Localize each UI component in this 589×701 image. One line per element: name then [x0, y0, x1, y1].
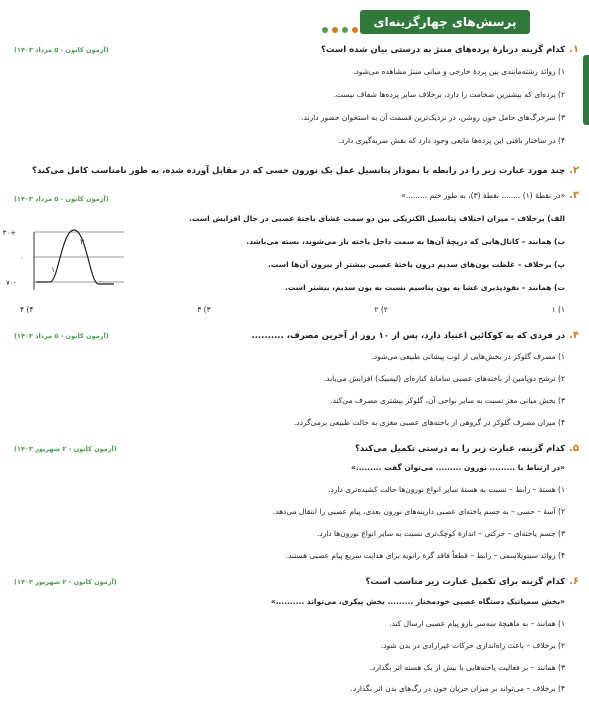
- question-source: (آزمون کانون - ۵ مرداد ۱۴۰۳): [14, 332, 109, 340]
- question-number: ۲.: [569, 165, 579, 176]
- option[interactable]: ۲) برخلاف – باعث راه‌اندازی حرکات غیرارادی در بدن شود.: [380, 641, 565, 650]
- side-tab-marker: [583, 55, 589, 125]
- question-text: کدام گزینه برای تکمیل عبارت زیر مناسب است؟: [365, 576, 566, 587]
- option[interactable]: ۱) مصرف گلوکز در بخش‌هایی از لوب پیشانی طبیعی می‌شود.: [371, 352, 565, 361]
- option[interactable]: ۲) ترشح دوپامین از یاخته‌های عصبی سامانهٔ کناره‌ای (لیمبیک) افزایش می‌یابد.: [323, 374, 565, 383]
- answer-choices: [20, 305, 565, 314]
- y-label-bottom: -۷۰: [5, 279, 16, 287]
- y-label-top: +۳۰: [2, 229, 16, 237]
- question-source: (آزمون کانون - ۵ مرداد ۱۴۰۳): [14, 195, 109, 203]
- option[interactable]: ۲) آسهٔ – حسی – به جسم یاخته‌ای عصبی دارینه‌های نورون بعدی، پیام عصبی را انتقال می‌دهد.: [272, 507, 565, 516]
- statement: الف) برخلاف – میزان اختلاف پتانسیل الکتریکی بین دو سمت غشای یاختهٔ عصبی در حال افزایش است.: [189, 214, 565, 223]
- question-source: (آزمون کانون - ۲ شهریور ۱۴۰۳): [14, 578, 117, 586]
- option[interactable]: ۳) جسم یاخته‌ای – حرکتی – اندازهٔ کوچک‌تری نسبت به سایر انواع نورون‌ها دارد.: [316, 529, 565, 538]
- question-number: ۳.: [569, 190, 579, 201]
- choice-3[interactable]: ۳) ۳: [197, 305, 211, 314]
- statement: پ) برخلاف – غلظت یون‌های سدیم درون یاختهٔ عصبی بیشتر از بیرون آن‌ها است.: [267, 260, 565, 269]
- option[interactable]: ۱) همانند – به ماهیچهٔ سه‌سر بازو پیام عصبی ارسال کند.: [389, 619, 565, 628]
- action-potential-graph: [2, 222, 132, 297]
- option[interactable]: ۳) بخش میانی مغز نسبت به سایر نواحی آن، گلوکز بیشتری مصرف می‌کند.: [330, 396, 565, 405]
- dot-icon: [352, 27, 358, 33]
- option[interactable]: ۴) در ساختار بافتی این پرده‌ها مایعی وجود دارد که نقش ضربه‌گیری دارد.: [338, 136, 565, 145]
- y-label-mid: ۰: [20, 254, 24, 262]
- question-text: در فردی که به کوکائین اعتیاد دارد، پس از ۱۰ روز از آخرین مصرف، ..........: [251, 330, 566, 341]
- option[interactable]: ۱) هستهٔ – رابط – نسبت به هستهٔ سایر انواع نورون‌ها حالت کشیده‌تری دارد.: [328, 485, 565, 494]
- question-1-header: [140, 44, 579, 55]
- question-stem: «در نقطهٔ (۱) ........ نقطهٔ (۳)، به طور حتم .........»: [401, 191, 566, 200]
- choice-2[interactable]: ۲) ۲: [374, 305, 388, 314]
- option[interactable]: ۴) زوائد سیتوپلاسمی – رابط – قطعاً فاقد گرهٔ رانویه برای هدایت سریع پیام عصبی هستند.: [285, 551, 565, 560]
- option[interactable]: ۳) سرخرگ‌های حامل خون روشن، در نزدیک‌ترین قسمت آن به استخوان حضور دارند.: [301, 113, 565, 122]
- question-number: ۱.: [569, 44, 579, 55]
- question-stem: «بخش سمپاتیک دستگاه عصبی خودمختار ......... بخش پیکری، می‌تواند ..........»: [270, 597, 565, 606]
- statement: ب) همانند – کانال‌هایی که دریچهٔ آن‌ها به سمت داخل یاخته باز می‌شوند، بسته می‌باشد.: [246, 237, 565, 246]
- option[interactable]: ۴) میزان مصرف گلوکز در گروهی از یاخته‌های عصبی مغزی به حالت طبیعی برمی‌گردد.: [293, 418, 565, 427]
- question-number: ۶.: [569, 576, 579, 587]
- action-potential-curve: [2, 222, 132, 297]
- question-number: ۵.: [569, 443, 579, 454]
- statement: ت) همانند – نفوذپذیری غشا به یون پتاسیم نسبت به یون سدیم، بیشتر است.: [284, 283, 565, 292]
- question-4-header: [140, 330, 579, 341]
- question-stem: «در ارتباط با ......... نورون ......... می‌توان گفت .........»: [351, 463, 565, 472]
- dot-icon: [322, 27, 328, 33]
- option[interactable]: ۱) زوائد رشته‌مانندی بین پردهٔ خارجی و میانی مننژ مشاهده می‌شود.: [353, 67, 565, 76]
- point-3-label: ۳: [80, 238, 84, 246]
- option[interactable]: ۴) برخلاف – می‌تواند بر میزان جریان خون در رگ‌های بدن اثر بگذارد.: [350, 684, 565, 693]
- question-source: (آزمون کانون - ۲ شهریور ۱۴۰۳): [14, 445, 117, 453]
- choice-1[interactable]: ۱) ۱: [551, 305, 565, 314]
- option[interactable]: ۳) همانند – بر فعالیت یاخته‌هایی با بیش از یک هسته اثر بگذارد.: [369, 663, 565, 672]
- question-number: ۴.: [569, 330, 579, 341]
- dot-icon: [342, 27, 348, 33]
- question-text: کدام گزینه دربارهٔ پرده‌های مننژ به درستی بیان شده است؟: [321, 44, 566, 55]
- question-2-header: [14, 165, 579, 176]
- section-title: پرسش‌های چهارگزینه‌ای: [360, 10, 530, 34]
- question-text: کدام گزینه، عبارت زیر را به درستی تکمیل می‌کند؟: [355, 443, 566, 454]
- question-source: (آزمون کانون - ۵ مرداد ۱۴۰۳): [14, 46, 109, 54]
- question-3-header: [140, 190, 579, 201]
- option[interactable]: ۲) پرده‌ای که بیشترین ضخامت را دارد، برخلاف سایر پرده‌ها شفاف نیست.: [333, 90, 565, 99]
- question-5-header: [140, 443, 579, 454]
- dot-icon: [332, 27, 338, 33]
- choice-4[interactable]: ۴) ۴: [20, 305, 34, 314]
- question-text: چند مورد عبارت زیر را در رابطه با نمودار پتانسیل عمل یک نورون حسی که در مقابل آورده شده، به طور نامناسب کامل می‌کند؟: [32, 165, 566, 176]
- decorative-dots: [320, 18, 360, 37]
- question-6-header: [140, 576, 579, 587]
- point-1-label: ۱: [51, 266, 55, 274]
